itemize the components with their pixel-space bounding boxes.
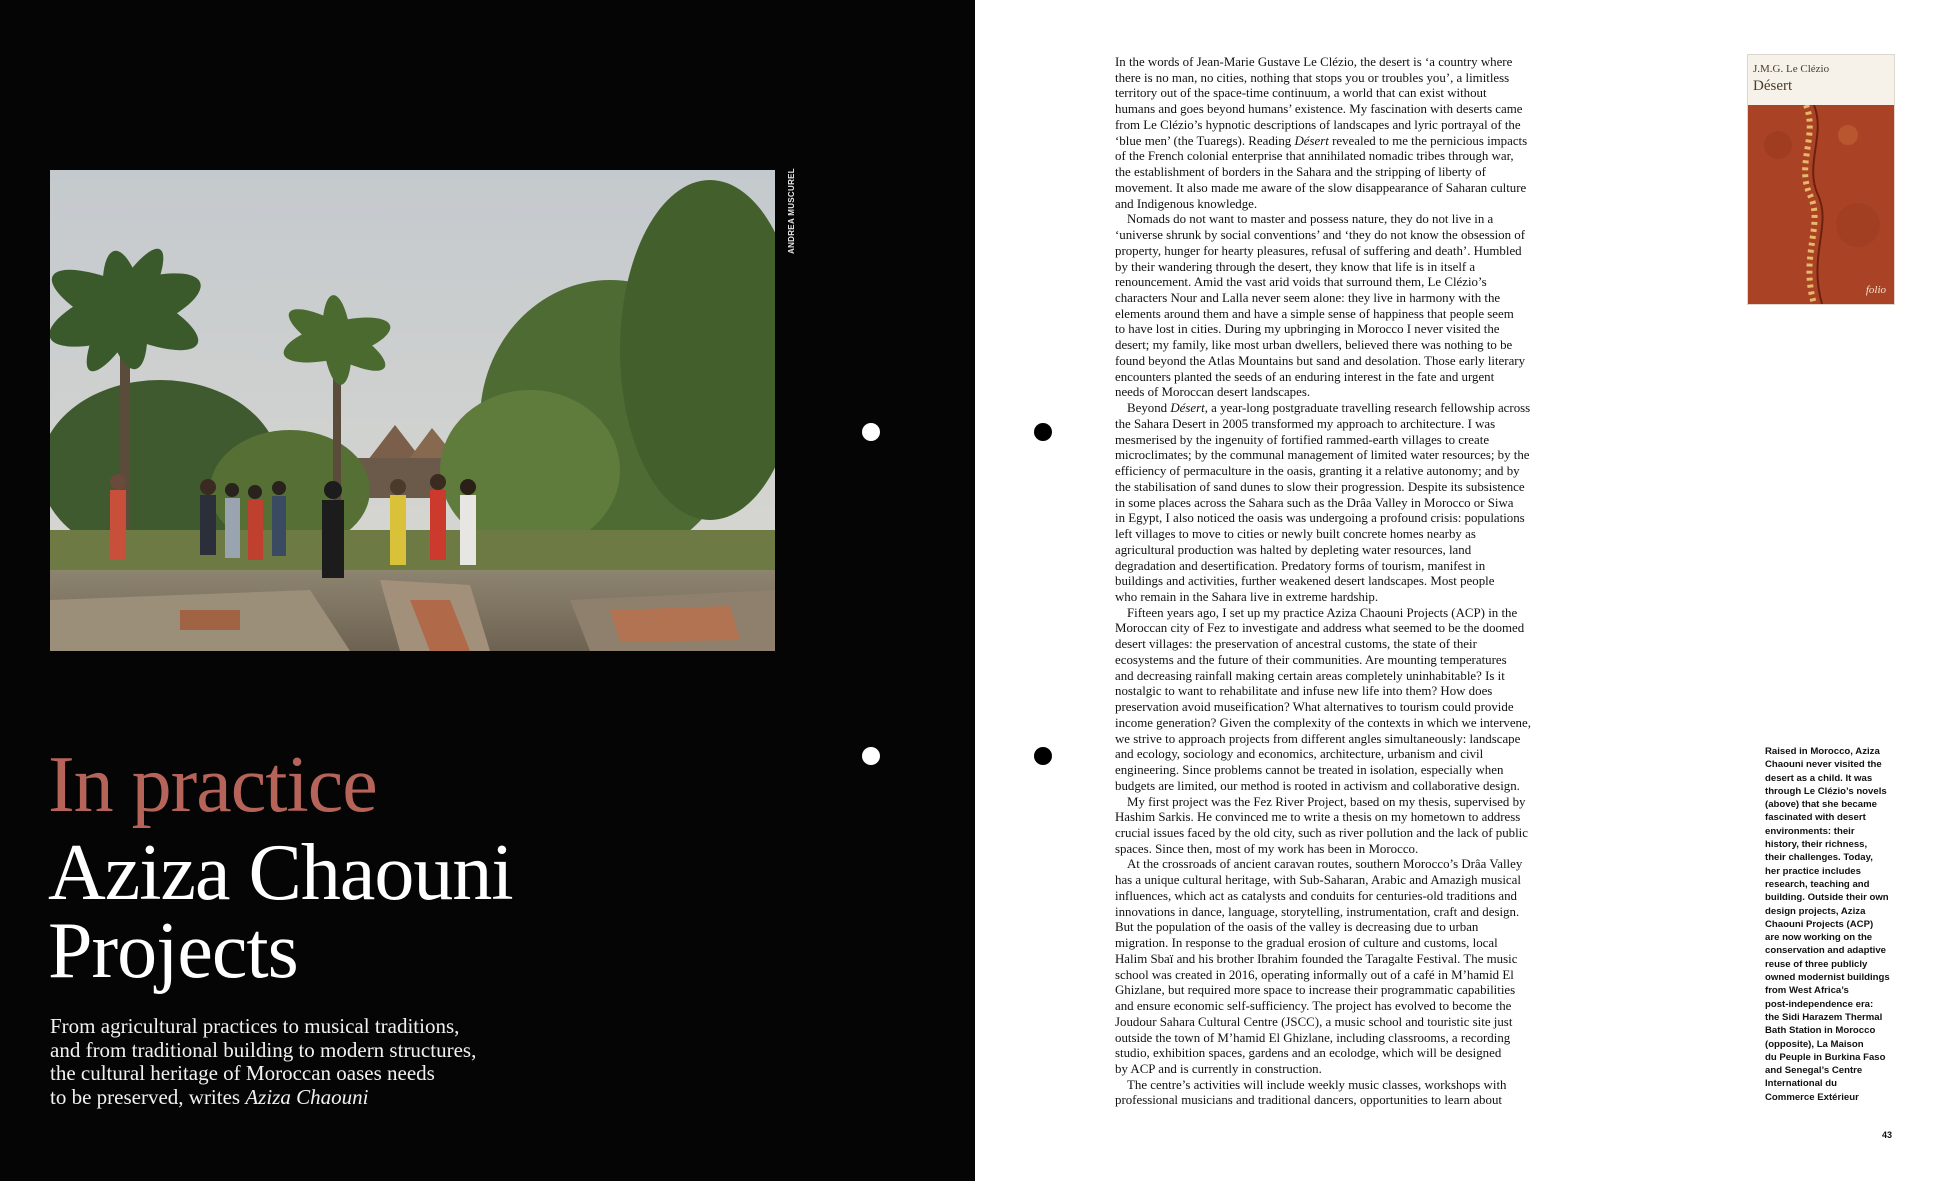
body-line: In the words of Jean-Marie Gustave Le Clézio, the desert is ‘a country where bbox=[1115, 55, 1513, 69]
body-line: the Sahara Desert in 2005 transformed my approach to architecture. I was bbox=[1115, 416, 1496, 431]
body-line: Joudour Sahara Cultural Centre (JSCC), a music school and touristic site just bbox=[1115, 1014, 1513, 1029]
standfirst-line: From agricultural practices to musical traditions, bbox=[50, 1014, 460, 1038]
body-line: left villages to move to cities or newly built concrete homes nearby as bbox=[1115, 527, 1476, 542]
caption-line: desert as a child. It was bbox=[1765, 772, 1873, 784]
caption-line: reuse of three publicly bbox=[1765, 958, 1868, 970]
body-paragraph bbox=[1115, 401, 1610, 606]
standfirst-line: the cultural heritage of Moroccan oases needs bbox=[50, 1061, 435, 1085]
book-cover-header bbox=[1748, 55, 1894, 105]
caption-line: du Peuple in Burkina Faso bbox=[1765, 1051, 1886, 1063]
body-line: outside the town of M’hamid El Ghizlane, including classrooms, a recording bbox=[1115, 1030, 1511, 1045]
body-line: territory out of the space-time continuum, a world that can exist without bbox=[1115, 86, 1487, 101]
body-line: and Indigenous knowledge. bbox=[1115, 196, 1258, 211]
body-line: in some places across the Sahara such as the Drâa Valley in Morocco or Siwa bbox=[1115, 495, 1514, 510]
caption-line: their challenges. Today, bbox=[1765, 852, 1873, 864]
body-line: and ecology, sociology and economics, architecture, urbanism and civil bbox=[1115, 747, 1484, 762]
page-number: 43 bbox=[1882, 1130, 1893, 1140]
body-line: ecosystems and the future of their communities. Are mounting temperatures bbox=[1115, 652, 1507, 667]
body-line: the stabilisation of sand dunes to slow their progression. Despite its subsistence bbox=[1115, 479, 1525, 494]
body-line: budgets are limited, our method is rooted in activism and collaborative design. bbox=[1115, 778, 1520, 793]
body-line: Nomads do not want to master and possess nature, they do not live in a bbox=[1127, 212, 1494, 227]
body-line: has a unique cultural heritage, with Sub-Saharan, Arabic and Amazigh musical bbox=[1115, 873, 1521, 888]
caption-line: post-independence era: bbox=[1765, 998, 1874, 1010]
caption-line: Chaouni never visited the bbox=[1765, 759, 1882, 771]
caption-line: Commerce Extérieur bbox=[1765, 1091, 1859, 1103]
body-line: efficiency of permaculture in the oasis, granting it a relative autonomy; and by bbox=[1115, 464, 1520, 479]
body-line: Halim Sbaï and his brother Ibrahim founded the Taragalte Festival. The music bbox=[1115, 951, 1518, 966]
body-line: Hashim Sarkis. He convinced me to write a thesis on my hometown to address bbox=[1115, 810, 1521, 825]
binding-hole bbox=[1034, 423, 1052, 441]
caption-line: fascinated with desert bbox=[1765, 812, 1866, 824]
caption-line: through Le Clézio’s novels bbox=[1765, 785, 1887, 797]
photo-courtyard-icon bbox=[50, 170, 775, 651]
caption-line: International du bbox=[1765, 1078, 1837, 1090]
body-line: My first project was the Fez River Project, based on my thesis, supervised by bbox=[1127, 794, 1526, 809]
body-line: buildings and activities, further weakened desert landscapes. Most people bbox=[1115, 574, 1495, 589]
body-paragraph bbox=[1115, 606, 1610, 795]
body-line: we strive to approach projects from different angles simultaneously: landscape bbox=[1115, 731, 1521, 746]
caption-line: history, their richness, bbox=[1765, 839, 1868, 851]
body-line: who remain in the Sahara live in extreme hardship. bbox=[1115, 589, 1379, 604]
caption-line: Raised in Morocco, Aziza bbox=[1765, 746, 1880, 757]
book-author: J.M.G. Le Clézio bbox=[1753, 63, 1830, 75]
binding-hole bbox=[862, 423, 880, 441]
body-line: degradation and desertification. Predatory forms of tourism, manifest in bbox=[1115, 558, 1486, 573]
body-line: in Egypt, I also noticed the oasis was undergoing a profound crisis: populations bbox=[1115, 511, 1525, 526]
body-line: income generation? Given the complexity of the contexts in which we intervene, bbox=[1115, 715, 1531, 730]
body-line: Fifteen years ago, I set up my practice Aziza Chaouni Projects (ACP) in the bbox=[1127, 605, 1518, 620]
body-line: crucial issues faced by the old city, such as river pollution and the lack of public bbox=[1115, 825, 1528, 840]
body-line: The centre’s activities will include weekly music classes, workshops with bbox=[1127, 1077, 1507, 1092]
body-line: needs of Moroccan desert landscapes. bbox=[1115, 385, 1311, 400]
body-paragraph bbox=[1115, 1078, 1610, 1109]
body-paragraph bbox=[1115, 212, 1610, 401]
body-line: and ensure economic self-sufficiency. The project has evolved to become the bbox=[1115, 999, 1512, 1014]
body-line: engineering. Since problems cannot be treated in isolation, especially when bbox=[1115, 763, 1504, 778]
body-line: property, hunger for hearty pleasures, refusal of suffering and death’. Humbled bbox=[1115, 243, 1522, 258]
binding-hole bbox=[862, 747, 880, 765]
body-line: found beyond the Atlas Mountains but sand and desolation. Those early literary bbox=[1115, 353, 1526, 368]
body-line: movement. It also made me aware of the slow disappearance of Saharan culture bbox=[1115, 180, 1527, 195]
body-line: nostalgic to want to rehabilitate and infuse new life into them? How does bbox=[1115, 684, 1493, 699]
body-line: desert; my family, like most urban dwellers, believed there was nothing to be bbox=[1115, 338, 1513, 353]
body-line: to have lost in cities. During my upbringing in Morocco I never visited the bbox=[1115, 322, 1500, 337]
body-line: by their wandering through the desert, they know that life is in itself a bbox=[1115, 259, 1476, 274]
body-line: preservation avoid museification? What alternatives to tourism could provide bbox=[1115, 700, 1514, 715]
article-body bbox=[1115, 55, 1610, 1109]
article-title bbox=[48, 829, 513, 995]
caption-line: conservation and adaptive bbox=[1765, 945, 1887, 957]
body-line: characters Nour and Lalla never seem alone: they live in harmony with the bbox=[1115, 291, 1501, 306]
body-line: ‘blue men’ (the Tuaregs). Reading Désert revealed to me the pernicious impacts bbox=[1115, 133, 1528, 148]
caption-line: from West Africa’s bbox=[1765, 985, 1849, 997]
standfirst bbox=[50, 1015, 610, 1109]
caption-line: design projects, Aziza bbox=[1765, 905, 1866, 917]
title-line-1: Aziza Chaouni bbox=[48, 829, 513, 917]
caption-line: and Senegal’s Centre bbox=[1765, 1065, 1863, 1077]
book-cover-art bbox=[1748, 105, 1894, 304]
caption-line: the Sidi Harazem Thermal bbox=[1765, 1011, 1883, 1023]
body-line: school was created in 2016, operating informally out of a café in M’hamid El bbox=[1115, 967, 1514, 982]
binding-hole bbox=[1034, 747, 1052, 765]
body-line: ‘universe shrunk by social conventions’ and ‘they do not know the obsession of bbox=[1115, 228, 1526, 243]
body-line: the establishment of borders in the Sahara and the stripping of liberty of bbox=[1115, 165, 1486, 180]
body-line: from Le Clézio’s hypnotic descriptions of landscapes and lyric portrayal of the bbox=[1115, 117, 1521, 132]
body-line: At the crossroads of ancient caravan routes, southern Morocco’s Drâa Valley bbox=[1127, 857, 1523, 872]
feature-photo bbox=[50, 170, 775, 651]
body-line: desert villages: the preservation of ancestral customs, the state of their bbox=[1115, 637, 1477, 652]
author-name: Aziza Chaouni bbox=[245, 1084, 369, 1109]
body-line: renouncement. Amid the vast arid voids that surround them, Le Clézio’s bbox=[1115, 275, 1487, 290]
body-line: But the population of the oasis of the valley is decreasing due to urban bbox=[1115, 920, 1479, 935]
standfirst-byline bbox=[50, 1086, 610, 1110]
body-line: mesmerised by the ingenuity of fortified rammed-earth villages to create bbox=[1115, 432, 1490, 447]
body-line: encounters planted the seeds of an enduring interest in the fate and urgent bbox=[1115, 369, 1495, 384]
book-cover bbox=[1748, 55, 1894, 304]
body-line: agricultural production was halted by depleting water resources, land bbox=[1115, 542, 1472, 557]
body-line: humans and goes beyond humans’ existence. My fascination with deserts came bbox=[1115, 102, 1523, 117]
body-line: Ghizlane, but required more space to increase their programmatic capabilities bbox=[1115, 983, 1516, 998]
body-line: and decreasing rainfall making certain areas completely uninhabitable? Is it bbox=[1115, 668, 1505, 683]
body-line: professional musicians and traditional dancers, opportunities to learn about bbox=[1115, 1093, 1502, 1108]
photo-credit-text: ANDREA MUSCUREL bbox=[787, 168, 796, 254]
caption-line: building. Outside their own bbox=[1765, 892, 1889, 904]
body-paragraph bbox=[1115, 795, 1610, 858]
caption-line: Chaouni Projects (ACP) bbox=[1765, 918, 1874, 930]
caption-line: are now working on the bbox=[1765, 932, 1873, 944]
body-line: Moroccan city of Fez to investigate and address what seemed to be the doomed bbox=[1115, 621, 1525, 636]
photo-credit bbox=[776, 168, 796, 260]
body-line: studio, exhibition spaces, gardens and an ecolodge, which will be designed bbox=[1115, 1046, 1502, 1061]
desert-painting-icon bbox=[1748, 105, 1894, 304]
body-paragraph bbox=[1115, 857, 1610, 1077]
body-line: innovations in dance, language, storytelling, instrumentation, craft and design. bbox=[1115, 904, 1520, 919]
body-line: influences, which act as catalysts and conduits for centuries-old traditions and bbox=[1115, 888, 1517, 903]
body-line: migration. In response to the gradual erosion of culture and customs, local bbox=[1115, 936, 1498, 951]
caption-line: her practice includes bbox=[1765, 865, 1861, 877]
body-line: Beyond Désert, a year-long postgraduate travelling research fellowship across bbox=[1127, 401, 1531, 416]
caption-line: (opposite), La Maison bbox=[1765, 1038, 1864, 1050]
caption-line: (above) that she became bbox=[1765, 799, 1877, 811]
body-line: spaces. Since then, most of my work has been in Morocco. bbox=[1115, 841, 1419, 856]
caption-line: environments: their bbox=[1765, 825, 1855, 837]
caption-line: research, teaching and bbox=[1765, 878, 1870, 890]
section-kicker: In practice bbox=[48, 741, 377, 829]
body-line: elements around them and have a simple sense of happiness that people seem bbox=[1115, 306, 1514, 321]
image-caption bbox=[1765, 745, 1905, 1104]
standfirst-byline-prefix: to be preserved, writes bbox=[50, 1084, 241, 1109]
book-publisher: folio bbox=[1865, 284, 1886, 296]
body-line: by ACP and is currently in construction. bbox=[1115, 1062, 1322, 1076]
body-line: there is no man, no cities, nothing that stops you or troubles you’, a limitless bbox=[1115, 70, 1510, 85]
body-line: of the French colonial enterprise that annihilated nomadic tribes through war, bbox=[1115, 149, 1514, 164]
body-line: microclimates; by the communal management of limited water resources; by the bbox=[1115, 448, 1530, 463]
book-title: Désert bbox=[1753, 78, 1793, 94]
caption-line: owned modernist buildings bbox=[1765, 972, 1890, 984]
standfirst-line: and from traditional building to modern structures, bbox=[50, 1037, 477, 1062]
body-paragraph bbox=[1115, 55, 1610, 212]
title-line-2: Projects bbox=[48, 907, 298, 995]
caption-line: Bath Station in Morocco bbox=[1765, 1025, 1876, 1037]
